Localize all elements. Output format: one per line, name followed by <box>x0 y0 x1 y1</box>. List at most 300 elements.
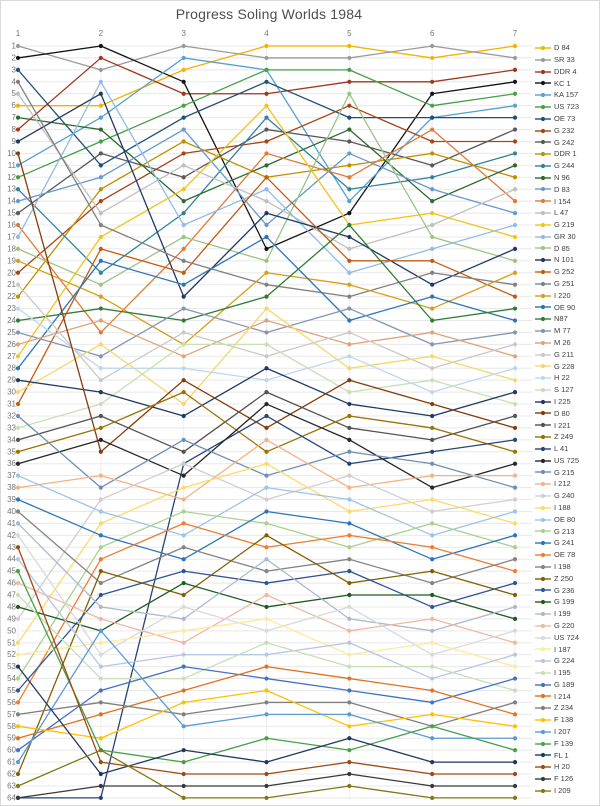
y-tick-label: 11 <box>7 160 16 170</box>
data-point <box>16 116 20 120</box>
legend-marker-icon <box>535 551 551 559</box>
data-point <box>264 653 268 657</box>
data-point <box>430 80 434 84</box>
legend-label: G 189 <box>554 679 575 689</box>
data-point <box>99 187 103 191</box>
x-tick-label: 1 <box>15 29 21 38</box>
data-point <box>16 283 20 287</box>
data-point <box>430 462 434 466</box>
y-tick-label: 17 <box>7 232 16 242</box>
data-point <box>347 163 351 167</box>
data-point <box>513 796 517 800</box>
data-point <box>99 605 103 609</box>
data-point <box>99 497 103 501</box>
legend-item[interactable] <box>535 219 574 231</box>
y-tick-label: 59 <box>7 733 16 743</box>
legend-item[interactable] <box>535 349 574 361</box>
data-point <box>264 80 268 84</box>
legend-item[interactable] <box>535 54 575 66</box>
data-point <box>264 92 268 96</box>
legend-marker-icon <box>535 56 551 64</box>
data-point <box>513 211 517 215</box>
data-point <box>16 271 20 275</box>
data-point <box>264 163 268 167</box>
data-point <box>99 247 103 251</box>
legend-item[interactable] <box>535 478 571 490</box>
data-point <box>430 474 434 478</box>
legend-item[interactable] <box>535 77 571 89</box>
data-point <box>513 760 517 764</box>
legend-item[interactable] <box>535 537 574 549</box>
y-tick-label: 56 <box>7 697 16 707</box>
data-point <box>430 676 434 680</box>
legend-label: G 241 <box>554 538 575 548</box>
data-point <box>264 306 268 310</box>
y-tick-label: 48 <box>7 602 16 612</box>
data-point <box>513 665 517 669</box>
data-point <box>99 533 103 537</box>
legend-label: G 199 <box>554 597 575 607</box>
legend-item[interactable] <box>535 407 570 419</box>
legend-marker-icon <box>535 516 551 524</box>
data-point <box>347 414 351 418</box>
data-point <box>264 390 268 394</box>
data-point <box>430 605 434 609</box>
data-point <box>513 629 517 633</box>
data-point <box>513 163 517 167</box>
legend-item[interactable] <box>535 301 575 313</box>
legend-item[interactable] <box>535 773 573 785</box>
data-point <box>16 342 20 346</box>
legend-item[interactable] <box>535 431 573 443</box>
data-point <box>347 569 351 573</box>
data-point <box>430 641 434 645</box>
legend-label: F 138 <box>554 715 574 725</box>
legend-label: I 154 <box>554 196 571 206</box>
data-point <box>99 569 103 573</box>
data-point <box>182 688 186 692</box>
legend-item[interactable] <box>535 679 574 691</box>
y-tick-label: 20 <box>7 268 16 278</box>
legend-marker-icon <box>535 174 551 182</box>
data-point <box>16 474 20 478</box>
data-point <box>264 175 268 179</box>
data-point <box>347 665 351 669</box>
x-tick-label: 2 <box>98 29 104 38</box>
y-tick-label: 28 <box>7 363 16 373</box>
data-point <box>347 271 351 275</box>
y-tick-label: 25 <box>7 327 16 337</box>
data-point <box>16 497 20 501</box>
legend-marker-icon <box>535 610 551 618</box>
legend-label: DDR 1 <box>554 149 577 159</box>
legend-item[interactable] <box>535 525 574 537</box>
data-point <box>182 402 186 406</box>
legend-item[interactable] <box>535 337 571 349</box>
legend-item[interactable] <box>535 643 571 655</box>
data-point <box>264 199 268 203</box>
data-point <box>513 366 517 370</box>
data-point <box>99 127 103 131</box>
data-point <box>264 414 268 418</box>
legend-item[interactable] <box>535 125 574 137</box>
data-point <box>430 342 434 346</box>
data-point <box>347 712 351 716</box>
data-point <box>16 760 20 764</box>
data-point <box>513 390 517 394</box>
legend-label: KC 1 <box>554 78 571 88</box>
data-point <box>347 438 351 442</box>
data-point <box>430 151 434 155</box>
y-tick-label: 29 <box>7 375 16 385</box>
data-point <box>182 175 186 179</box>
legend-marker-icon <box>535 787 551 795</box>
data-point <box>513 247 517 251</box>
y-tick-label: 8 <box>11 125 16 135</box>
legend-item[interactable] <box>535 714 573 726</box>
legend-marker-icon <box>535 221 551 229</box>
data-point <box>513 139 517 143</box>
legend-item[interactable] <box>535 514 575 526</box>
data-point <box>513 605 517 609</box>
data-point <box>430 485 434 489</box>
data-point <box>347 617 351 621</box>
data-point <box>513 80 517 84</box>
data-point <box>347 533 351 537</box>
data-point <box>430 760 434 764</box>
data-point <box>16 199 20 203</box>
data-point <box>99 163 103 167</box>
legend-item[interactable] <box>535 113 575 125</box>
legend-item[interactable] <box>535 195 571 207</box>
legend-marker-icon <box>535 704 551 712</box>
y-tick-label: 14 <box>7 196 16 206</box>
legend-marker-icon <box>535 280 551 288</box>
legend-item[interactable] <box>535 183 570 195</box>
data-point <box>347 485 351 489</box>
legend-label: I 207 <box>554 727 571 737</box>
legend-marker-icon <box>535 527 551 535</box>
data-point <box>16 676 20 680</box>
data-point <box>182 533 186 537</box>
legend-label: I 187 <box>554 644 571 654</box>
data-point <box>16 306 20 310</box>
y-tick-label: 42 <box>7 530 16 540</box>
legend-item[interactable] <box>535 419 571 431</box>
legend-marker-icon <box>535 634 551 642</box>
data-point <box>182 247 186 251</box>
data-point <box>99 354 103 358</box>
data-point <box>182 665 186 669</box>
legend-item[interactable] <box>535 360 574 372</box>
y-tick-label: 23 <box>7 304 16 314</box>
legend-item[interactable] <box>535 502 571 514</box>
data-point <box>16 426 20 430</box>
x-tick-label: 6 <box>429 29 435 38</box>
data-point <box>264 187 268 191</box>
data-point <box>430 44 434 48</box>
legend-item[interactable] <box>535 313 568 325</box>
data-point <box>264 641 268 645</box>
data-point <box>513 724 517 728</box>
data-point <box>182 104 186 108</box>
y-tick-label: 27 <box>7 351 16 361</box>
data-point <box>99 450 103 454</box>
y-tick-label: 50 <box>7 626 16 636</box>
legend-item[interactable] <box>535 290 571 302</box>
legend-label: DDR 4 <box>554 66 577 76</box>
legend-item[interactable] <box>535 231 576 243</box>
legend-item[interactable] <box>535 242 570 254</box>
legend-label: I 221 <box>554 420 571 430</box>
legend-item[interactable] <box>535 620 574 632</box>
data-point <box>182 378 186 382</box>
data-point <box>347 259 351 263</box>
legend-item[interactable] <box>535 278 574 290</box>
data-point <box>513 474 517 478</box>
legend-item[interactable] <box>535 384 574 396</box>
legend-item[interactable] <box>535 160 574 172</box>
data-point <box>99 509 103 513</box>
legend-item[interactable] <box>535 561 571 573</box>
legend-label: US 724 <box>554 632 580 642</box>
data-point <box>347 748 351 752</box>
data-point <box>430 247 434 251</box>
data-point <box>347 199 351 203</box>
data-point <box>513 187 517 191</box>
legend-item[interactable] <box>535 655 574 667</box>
data-point <box>513 485 517 489</box>
legend-item[interactable] <box>535 738 573 750</box>
legend-item[interactable] <box>535 490 574 502</box>
legend-label: Z 234 <box>554 703 574 713</box>
y-tick-label: 22 <box>7 292 16 302</box>
data-point <box>430 521 434 525</box>
data-point <box>347 509 351 513</box>
legend-marker-icon <box>535 468 551 476</box>
legend-item[interactable] <box>535 608 571 620</box>
y-tick-label: 46 <box>7 578 16 588</box>
legend-item[interactable] <box>535 254 574 266</box>
y-tick-label: 30 <box>7 387 16 397</box>
legend-item[interactable] <box>535 101 579 113</box>
data-point <box>16 521 20 525</box>
data-point <box>264 211 268 215</box>
legend-marker-icon <box>535 716 551 724</box>
legend-label: H 22 <box>554 373 570 383</box>
data-point <box>264 569 268 573</box>
data-point <box>264 68 268 72</box>
data-point <box>264 485 268 489</box>
legend-item[interactable] <box>535 148 577 160</box>
legend-item[interactable] <box>535 749 569 761</box>
data-point <box>347 474 351 478</box>
data-point <box>347 318 351 322</box>
data-point <box>16 557 20 561</box>
data-point <box>182 653 186 657</box>
data-point <box>99 330 103 334</box>
legend-marker-icon <box>535 138 551 146</box>
legend-item[interactable] <box>535 573 573 585</box>
data-point <box>347 354 351 358</box>
data-point <box>513 700 517 704</box>
legend-item[interactable] <box>535 632 579 644</box>
y-tick-label: 44 <box>7 554 16 564</box>
legend-label: Z 249 <box>554 432 574 442</box>
data-point <box>182 509 186 513</box>
data-point <box>264 462 268 466</box>
data-point <box>99 700 103 704</box>
legend-item[interactable] <box>535 584 574 596</box>
data-point <box>182 211 186 215</box>
data-point <box>182 569 186 573</box>
data-point <box>513 617 517 621</box>
legend-label: N87 <box>554 314 568 324</box>
legend-marker-icon <box>535 763 551 771</box>
legend-marker-icon <box>535 586 551 594</box>
data-point <box>99 784 103 788</box>
data-point <box>513 569 517 573</box>
y-tick-label: 2 <box>11 53 16 63</box>
data-point <box>99 366 103 370</box>
legend-marker-icon <box>535 339 551 347</box>
legend-item[interactable] <box>535 761 570 773</box>
y-tick-label: 38 <box>7 483 16 493</box>
data-point <box>264 557 268 561</box>
y-tick-label: 51 <box>7 638 16 648</box>
legend-item[interactable] <box>535 66 577 78</box>
legend-item[interactable] <box>535 549 575 561</box>
data-point <box>99 175 103 179</box>
legend-item[interactable] <box>535 667 571 679</box>
data-point <box>182 617 186 621</box>
data-point <box>513 641 517 645</box>
legend-label: US 725 <box>554 455 580 465</box>
data-point <box>264 629 268 633</box>
legend-marker-icon <box>535 409 551 417</box>
data-point <box>347 581 351 585</box>
data-point <box>16 56 20 60</box>
data-point <box>264 509 268 513</box>
data-point <box>16 712 20 716</box>
data-point <box>347 724 351 728</box>
data-point <box>182 605 186 609</box>
legend-item[interactable] <box>535 466 574 478</box>
data-point <box>347 139 351 143</box>
data-point <box>99 414 103 418</box>
data-point <box>99 521 103 525</box>
data-point <box>430 700 434 704</box>
data-point <box>182 641 186 645</box>
data-point <box>16 581 20 585</box>
data-point <box>513 235 517 239</box>
data-point <box>513 56 517 60</box>
y-tick-label: 32 <box>7 411 16 421</box>
data-point <box>513 151 517 155</box>
x-tick-label: 5 <box>347 29 352 38</box>
data-point <box>16 92 20 96</box>
data-point <box>430 199 434 203</box>
legend-marker-icon <box>535 657 551 665</box>
legend-item[interactable] <box>535 702 573 714</box>
data-point <box>430 653 434 657</box>
legend-item[interactable] <box>535 172 570 184</box>
data-point <box>99 688 103 692</box>
data-point <box>264 665 268 669</box>
data-point <box>182 724 186 728</box>
data-point <box>430 665 434 669</box>
legend-marker-icon <box>535 362 551 370</box>
data-point <box>99 748 103 752</box>
data-point <box>264 581 268 585</box>
legend-label: OE 78 <box>554 550 576 560</box>
data-point <box>264 593 268 597</box>
legend-label: G 215 <box>554 467 575 477</box>
legend-marker-icon <box>535 398 551 406</box>
data-point <box>99 545 103 549</box>
data-point <box>99 283 103 287</box>
data-point <box>99 593 103 597</box>
data-point <box>99 557 103 561</box>
legend-item[interactable] <box>535 372 570 384</box>
legend-item[interactable] <box>535 266 574 278</box>
data-point <box>430 581 434 585</box>
legend-item[interactable] <box>535 396 571 408</box>
data-point <box>16 724 20 728</box>
data-point <box>99 772 103 776</box>
data-point <box>182 318 186 322</box>
legend-label: D 83 <box>554 184 570 194</box>
data-point <box>182 796 186 800</box>
legend-item[interactable] <box>535 42 570 54</box>
data-point <box>513 223 517 227</box>
legend-item[interactable] <box>535 596 574 608</box>
legend-item[interactable] <box>535 325 571 337</box>
data-point <box>430 402 434 406</box>
data-point <box>430 438 434 442</box>
data-point <box>430 116 434 120</box>
legend-item[interactable] <box>535 89 578 101</box>
legend-item[interactable] <box>535 726 571 738</box>
legend-marker-icon <box>535 303 551 311</box>
data-point <box>99 653 103 657</box>
y-tick-label: 18 <box>7 244 16 254</box>
data-point <box>182 700 186 704</box>
legend-item[interactable] <box>535 136 574 148</box>
data-point <box>182 557 186 561</box>
legend-label: N 96 <box>554 172 570 182</box>
legend-item[interactable] <box>535 455 579 467</box>
y-tick-label: 36 <box>7 459 16 469</box>
y-tick-label: 49 <box>7 614 16 624</box>
data-point <box>99 474 103 478</box>
legend-item[interactable] <box>535 443 568 455</box>
data-point <box>264 44 268 48</box>
data-point <box>99 318 103 322</box>
legend-label: I 199 <box>554 609 571 619</box>
legend-item[interactable] <box>535 690 571 702</box>
data-point <box>430 104 434 108</box>
data-point <box>513 68 517 72</box>
data-point <box>264 688 268 692</box>
data-point <box>182 784 186 788</box>
data-point <box>513 593 517 597</box>
legend-item[interactable] <box>535 785 571 797</box>
y-tick-label: 62 <box>7 769 16 779</box>
legend-item[interactable] <box>535 207 568 219</box>
legend-marker-icon <box>535 374 551 382</box>
data-point <box>16 259 20 263</box>
